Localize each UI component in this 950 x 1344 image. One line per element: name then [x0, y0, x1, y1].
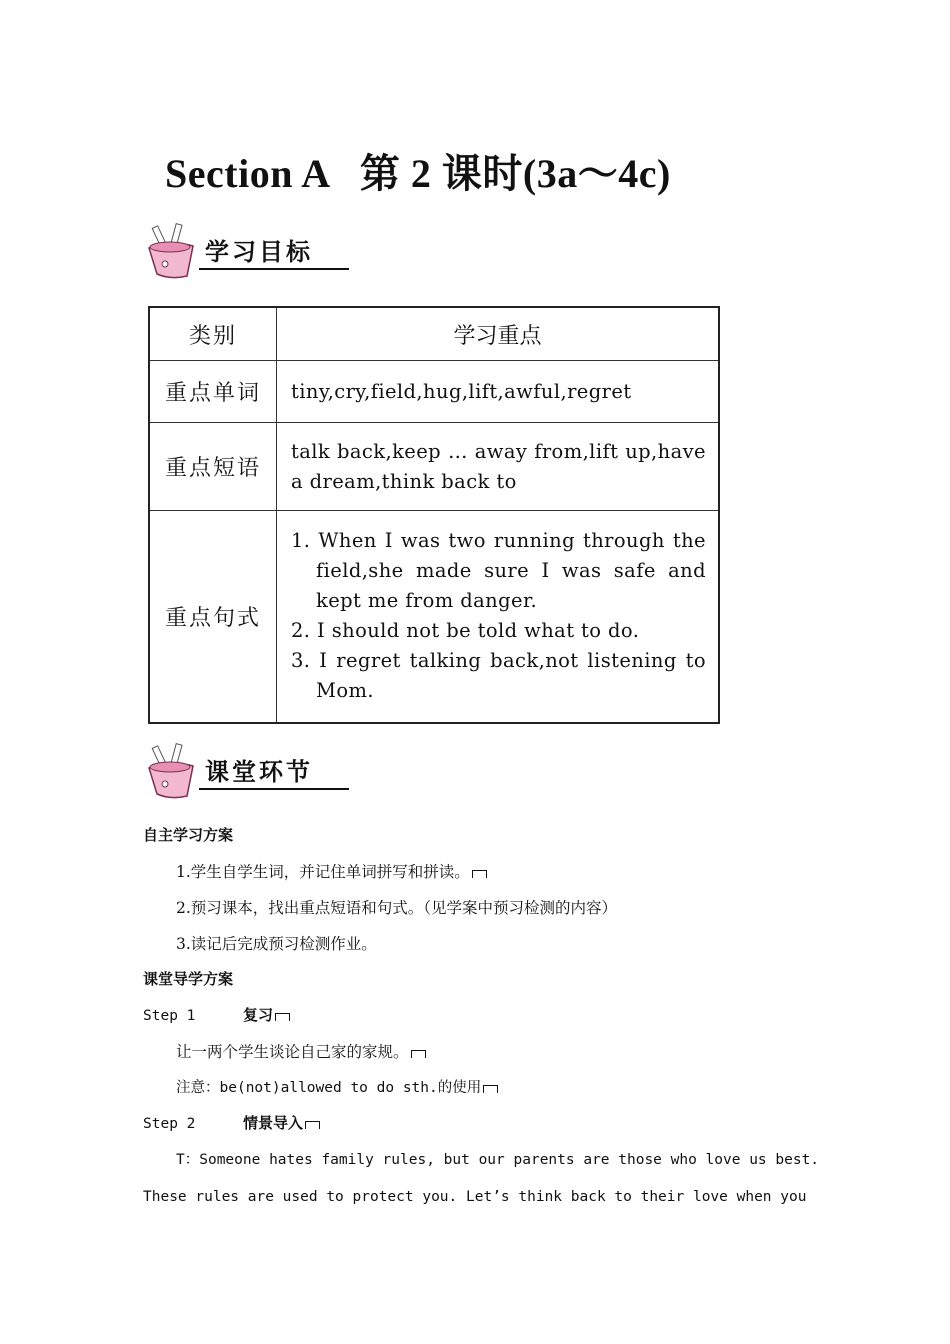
sentence-item: 1. When I was two running through the field,she made sure I was safe and kept me from danger.: [291, 529, 706, 613]
table-header-row: [149, 307, 719, 361]
edit-mark-icon: [472, 870, 487, 878]
goals-badge-label: 学习目标: [205, 238, 313, 266]
step1-line: [143, 1004, 290, 1025]
row-content: tiny,cry,field,hug,lift,awful,regret: [277, 361, 720, 423]
row-content: talk back,keep … away from,lift up,have a dream,think back to: [277, 423, 720, 511]
step1-label: Step 1: [143, 1008, 196, 1024]
step2-text: These rules are used to protect you. Let’s think back to their love when you: [143, 1189, 807, 1205]
sentence-item: 3. I regret talking back,not listening to Mom.: [291, 649, 706, 703]
step1-title: 复习: [243, 1006, 274, 1024]
step1-note: [176, 1076, 498, 1097]
self-study-item: 3.读记后完成预习检测作业。: [176, 935, 377, 953]
pen-cup-icon: [143, 742, 203, 802]
self-study-item-text: 1.学生自学生词，并记住单词拼写和拼读。: [176, 863, 470, 881]
edit-mark-icon: [305, 1121, 320, 1129]
classroom-heading: 课堂导学方案: [143, 970, 234, 988]
step2-title: 情景导入: [243, 1114, 304, 1132]
table-row: [149, 423, 719, 511]
class-badge: [143, 742, 353, 802]
pen-cup-icon: [143, 222, 203, 282]
table-row: [149, 511, 719, 723]
self-study-item: [176, 860, 487, 882]
header-category: 类别: [149, 307, 277, 361]
row-category: 重点句式: [149, 511, 277, 723]
self-study-item: 2.预习课本，找出重点短语和句式。（见学案中预习检测的内容）: [176, 899, 618, 917]
row-content: [277, 511, 720, 723]
step1-text-content: 让一两个学生谈论自己家的家规。: [176, 1043, 409, 1061]
class-badge-label: 课堂环节: [205, 758, 313, 786]
badge-underline: [199, 268, 349, 270]
row-category: 重点单词: [149, 361, 277, 423]
table-row: [149, 361, 719, 423]
edit-mark-icon: [483, 1085, 498, 1093]
step2-line: [143, 1112, 320, 1133]
step2-text: T：Someone hates family rules, but our parents are those who love us best.: [176, 1152, 820, 1168]
step1-text: [176, 1040, 426, 1062]
badge-underline: [199, 788, 349, 790]
step2-label: Step 2: [143, 1116, 196, 1132]
edit-mark-icon: [275, 1013, 290, 1021]
goals-table: [148, 306, 720, 724]
edit-mark-icon: [411, 1050, 426, 1058]
sentence-item: 2. I should not be told what to do.: [291, 619, 640, 643]
self-study-heading: 自主学习方案: [143, 826, 234, 844]
goals-badge: [143, 222, 353, 282]
header-focus: 学习重点: [277, 307, 720, 361]
row-category: 重点短语: [149, 423, 277, 511]
page-title: Section A 第 2 课时(3a～4c): [165, 151, 671, 196]
step1-note-content: 注意：be(not)allowed to do sth.的使用: [176, 1080, 482, 1096]
